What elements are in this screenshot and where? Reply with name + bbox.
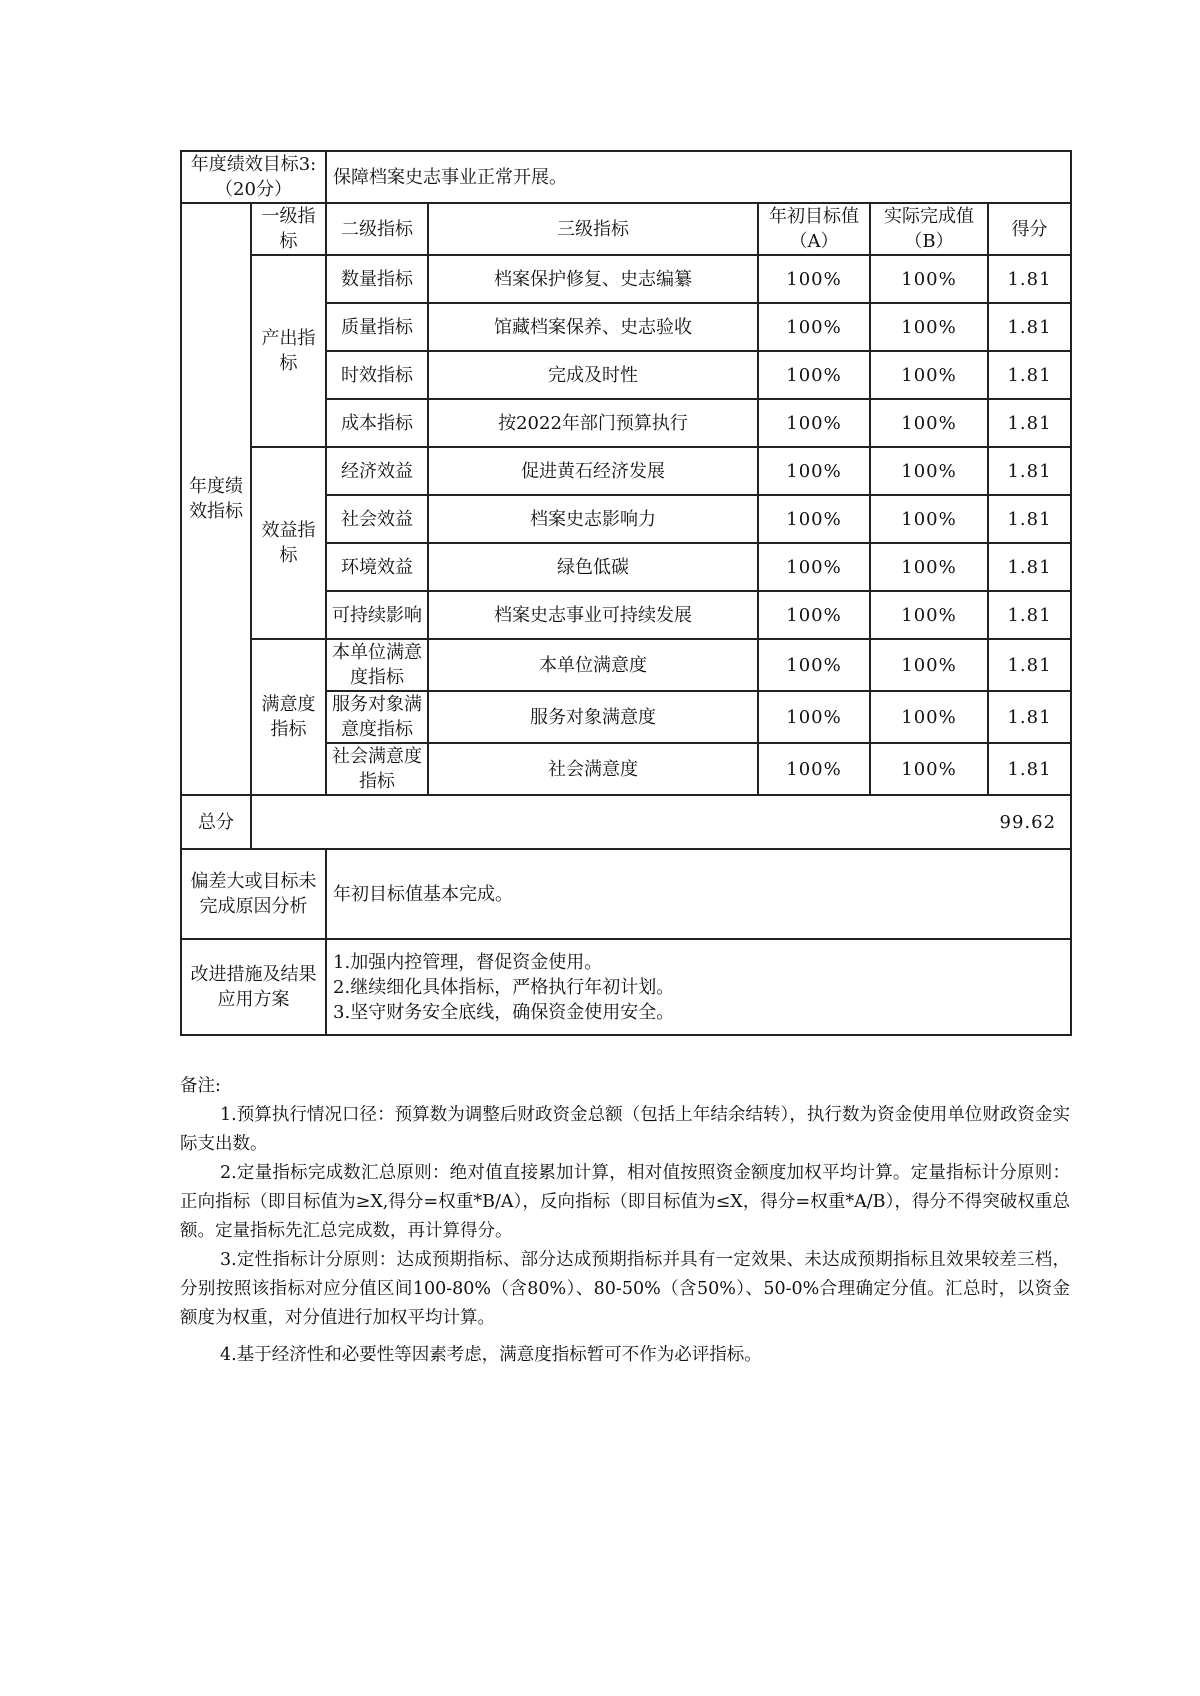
level3-cell: 本单位满意度 — [428, 639, 758, 691]
target-cell: 100% — [758, 543, 870, 591]
deviation-label: 偏差大或目标未完成原因分析 — [181, 849, 326, 939]
level2-cell: 可持续影响 — [326, 591, 428, 639]
note-item: 2.定量指标完成数汇总原则：绝对值直接累加计算，相对值按照资金额度加权平均计算。定量指标计分原则：正向指标（即目标值为≥X,得分=权重*B/A），反向指标（即目标值为≤X，得分=权重*A/B），得分不得突破权重总额。定量指标先汇总完成数，再计算得分。 — [180, 1163, 1070, 1241]
actual-cell: 100% — [870, 543, 988, 591]
header-score: 得分 — [988, 203, 1071, 255]
level3-cell: 馆藏档案保养、史志验收 — [428, 303, 758, 351]
score-cell: 1.81 — [988, 399, 1071, 447]
header-target: 年初目标值（A） — [758, 203, 870, 255]
level3-cell: 档案史志影响力 — [428, 495, 758, 543]
score-cell: 1.81 — [988, 543, 1071, 591]
level3-cell: 社会满意度 — [428, 743, 758, 795]
level2-cell: 经济效益 — [326, 447, 428, 495]
improvement-row — [181, 939, 1071, 1035]
score-cell: 1.81 — [988, 447, 1071, 495]
level2-cell: 质量指标 — [326, 303, 428, 351]
level2-cell: 本单位满意度指标 — [326, 639, 428, 691]
actual-cell: 100% — [870, 447, 988, 495]
notes-title: 备注: — [180, 1076, 221, 1096]
score-cell: 1.81 — [988, 495, 1071, 543]
goal-content: 保障档案史志事业正常开展。 — [326, 151, 1071, 203]
actual-cell: 100% — [870, 255, 988, 303]
target-cell: 100% — [758, 255, 870, 303]
level2-cell: 数量指标 — [326, 255, 428, 303]
indicator-row — [181, 255, 1071, 303]
actual-cell: 100% — [870, 691, 988, 743]
target-cell: 100% — [758, 639, 870, 691]
level2-cell: 社会满意度指标 — [326, 743, 428, 795]
header-row — [181, 203, 1071, 255]
target-cell: 100% — [758, 495, 870, 543]
score-cell: 1.81 — [988, 303, 1071, 351]
actual-cell: 100% — [870, 591, 988, 639]
level3-cell: 绿色低碳 — [428, 543, 758, 591]
total-label: 总分 — [181, 795, 251, 849]
indicator-row — [181, 447, 1071, 495]
improvement-label: 改进措施及结果应用方案 — [181, 939, 326, 1035]
score-cell: 1.81 — [988, 691, 1071, 743]
level1-cell: 效益指标 — [251, 447, 326, 639]
deviation-content: 年初目标值基本完成。 — [326, 849, 1071, 939]
note-item: 1.预算执行情况口径：预算数为调整后财政资金总额（包括上年结余结转），执行数为资金使用单位财政资金实际支出数。 — [180, 1105, 1070, 1154]
score-cell: 1.81 — [988, 591, 1071, 639]
improvement-item: 1.加强内控管理，督促资金使用。 — [333, 951, 603, 973]
score-cell: 1.81 — [988, 351, 1071, 399]
level3-cell: 档案史志事业可持续发展 — [428, 591, 758, 639]
improvement-item: 3.坚守财务安全底线，确保资金使用安全。 — [333, 1001, 675, 1023]
level2-cell: 社会效益 — [326, 495, 428, 543]
target-cell: 100% — [758, 691, 870, 743]
level3-cell: 档案保护修复、史志编纂 — [428, 255, 758, 303]
note-item: 3.定性指标计分原则：达成预期指标、部分达成预期指标并具有一定效果、未达成预期指标且效果较差三档，分别按照该指标对应分值区间100-80%（含80%）、80-50%（含50%）、50-0%合理确定分值。汇总时，以资金额度为权重，对分值进行加权平均计算。 — [180, 1250, 1070, 1328]
level3-cell: 服务对象满意度 — [428, 691, 758, 743]
level1-cell: 满意度指标 — [251, 639, 326, 795]
level1-cell: 产出指标 — [251, 255, 326, 447]
target-cell: 100% — [758, 743, 870, 795]
target-cell: 100% — [758, 399, 870, 447]
total-row — [181, 795, 1071, 849]
improvement-content — [326, 939, 1071, 1035]
header-level3: 三级指标 — [428, 203, 758, 255]
total-value: 99.62 — [251, 795, 1071, 849]
actual-cell: 100% — [870, 743, 988, 795]
goal-row — [181, 151, 1071, 203]
actual-cell: 100% — [870, 495, 988, 543]
performance-table — [180, 150, 1072, 1036]
level2-cell: 环境效益 — [326, 543, 428, 591]
notes-section — [180, 1072, 1070, 1370]
level3-cell: 完成及时性 — [428, 351, 758, 399]
level3-cell: 促进黄石经济发展 — [428, 447, 758, 495]
level2-cell: 成本指标 — [326, 399, 428, 447]
target-cell: 100% — [758, 351, 870, 399]
note-item: 4.基于经济性和必要性等因素考虑，满意度指标暂可不作为必评指标。 — [220, 1345, 762, 1365]
target-cell: 100% — [758, 303, 870, 351]
target-cell: 100% — [758, 447, 870, 495]
improvement-item: 2.继续细化具体指标，严格执行年初计划。 — [333, 976, 675, 998]
deviation-row — [181, 849, 1071, 939]
level2-cell: 时效指标 — [326, 351, 428, 399]
score-cell: 1.81 — [988, 639, 1071, 691]
actual-cell: 100% — [870, 351, 988, 399]
header-actual: 实际完成值（B） — [870, 203, 988, 255]
level3-cell: 按2022年部门预算执行 — [428, 399, 758, 447]
actual-cell: 100% — [870, 399, 988, 447]
indicator-group-label: 年度绩效指标 — [181, 203, 251, 795]
actual-cell: 100% — [870, 639, 988, 691]
score-cell: 1.81 — [988, 743, 1071, 795]
actual-cell: 100% — [870, 303, 988, 351]
score-cell: 1.81 — [988, 255, 1071, 303]
header-level2: 二级指标 — [326, 203, 428, 255]
header-level1: 一级指标 — [251, 203, 326, 255]
target-cell: 100% — [758, 591, 870, 639]
level2-cell: 服务对象满意度指标 — [326, 691, 428, 743]
indicator-row — [181, 639, 1071, 691]
goal-label: 年度绩效目标3:（20分） — [181, 151, 326, 203]
